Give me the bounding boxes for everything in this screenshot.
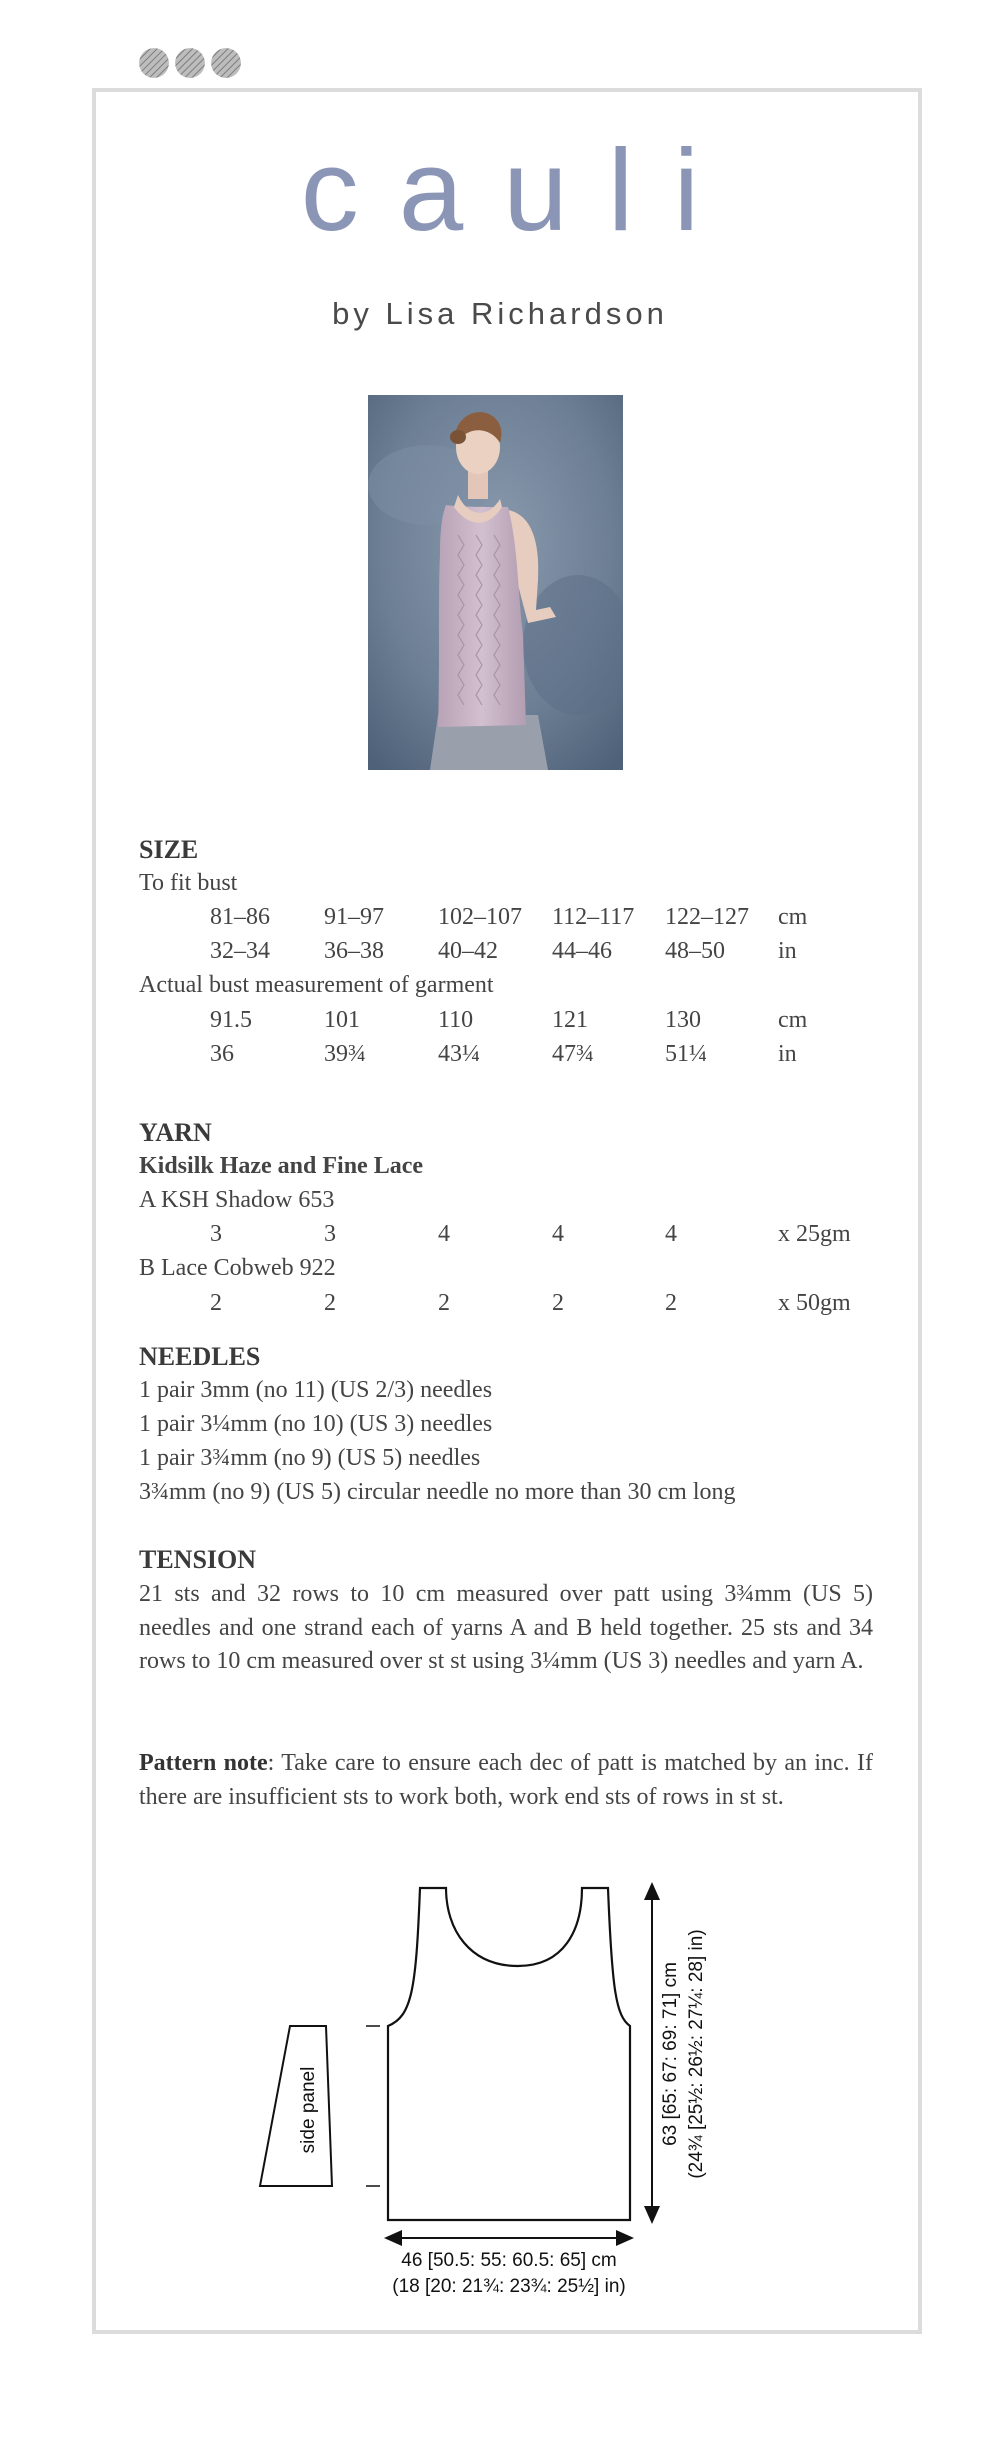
yarn-quantity: 3 bbox=[324, 1221, 336, 1247]
fit-bust-label: To fit bust bbox=[139, 870, 238, 896]
yarn-a-label: A KSH Shadow 653 bbox=[139, 1187, 335, 1213]
body-outline bbox=[388, 1888, 630, 2220]
yarn-quantity: 2 bbox=[438, 1290, 450, 1316]
yarn-quantity: 3 bbox=[210, 1221, 222, 1247]
yarn-quantity: 4 bbox=[665, 1221, 677, 1247]
size-value: 91.5 bbox=[210, 1007, 252, 1033]
yarn-weight-icons bbox=[138, 46, 242, 80]
size-value: 112–117 bbox=[552, 904, 635, 930]
yarn-quantity: 4 bbox=[552, 1221, 564, 1247]
size-value: 102–107 bbox=[438, 904, 522, 930]
yarn-quantity: 2 bbox=[324, 1290, 336, 1316]
size-value: 110 bbox=[438, 1007, 474, 1033]
size-value: 81–86 bbox=[210, 904, 270, 930]
width-cm-label: 46 [50.5: 55: 60.5: 65] cm bbox=[401, 2250, 617, 2271]
yarn-heading: YARN bbox=[139, 1118, 212, 1147]
size-value: 44–46 bbox=[552, 938, 612, 964]
yarn-subheading: Kidsilk Haze and Fine Lace bbox=[139, 1153, 424, 1179]
model-photo bbox=[368, 395, 623, 770]
yarn-quantity: 4 bbox=[438, 1221, 450, 1247]
length-cm-label: 63 [65: 67: 69: 71] cm bbox=[660, 1962, 681, 2146]
yarn-quantity: 2 bbox=[665, 1290, 677, 1316]
side-panel-outline bbox=[260, 2026, 332, 2186]
pattern-title: cauli bbox=[300, 125, 740, 255]
pattern-note bbox=[139, 1747, 873, 1814]
size-value: 47¾ bbox=[552, 1041, 594, 1067]
yarn-quantity: 2 bbox=[552, 1290, 564, 1316]
unit-label: cm bbox=[778, 1007, 808, 1033]
unit-label: cm bbox=[778, 904, 808, 930]
size-value: 122–127 bbox=[665, 904, 749, 930]
yarn-quantity: 2 bbox=[210, 1290, 222, 1316]
needle-item: 3¾mm (no 9) (US 5) circular needle no more than 30 cm long bbox=[139, 1479, 736, 1505]
unit-label: in bbox=[778, 1041, 797, 1067]
size-value: 51¼ bbox=[665, 1041, 707, 1067]
size-value: 36–38 bbox=[324, 938, 384, 964]
size-value: 101 bbox=[324, 1007, 360, 1033]
designer-byline: by Lisa Richardson bbox=[332, 296, 668, 331]
size-value: 36 bbox=[210, 1041, 234, 1067]
length-in-label: (24¾ [25½: 26½: 27¼: 28] in) bbox=[686, 1929, 707, 2179]
size-heading: SIZE bbox=[139, 835, 199, 864]
actual-bust-label: Actual bust measurement of garment bbox=[139, 972, 494, 998]
size-value: 130 bbox=[665, 1007, 701, 1033]
side-panel-label: side panel bbox=[298, 2066, 319, 2154]
needles-heading: NEEDLES bbox=[139, 1342, 261, 1371]
needle-item: 1 pair 3¾mm (no 9) (US 5) needles bbox=[139, 1445, 481, 1471]
yarn-b-label: B Lace Cobweb 922 bbox=[139, 1255, 336, 1281]
size-value: 121 bbox=[552, 1007, 588, 1033]
pattern-note-label: Pattern note bbox=[139, 1750, 268, 1776]
size-value: 39¾ bbox=[324, 1041, 366, 1067]
yarn-ball-icon bbox=[139, 48, 169, 78]
yarn-ball-icon bbox=[175, 48, 205, 78]
size-value: 40–42 bbox=[438, 938, 498, 964]
unit-label: x 25gm bbox=[778, 1221, 851, 1247]
size-value: 32–34 bbox=[210, 938, 270, 964]
tension-heading: TENSION bbox=[139, 1545, 257, 1574]
pattern-note-text: : Take care to ensure each dec of patt is matched by an inc. If there are insufficient sts to work both, work end sts of rows in st st. bbox=[139, 1750, 873, 1810]
width-in-label: (18 [20: 21¾: 23¾: 25½] in) bbox=[392, 2276, 626, 2297]
size-value: 43¼ bbox=[438, 1041, 480, 1067]
unit-label: x 50gm bbox=[778, 1290, 851, 1316]
size-value: 91–97 bbox=[324, 904, 384, 930]
tension-text: 21 sts and 32 rows to 10 cm measured over patt using 3¾mm (US 5) needles and one strand each of yarns A and B held together. 25 sts and 34 rows to 10 cm measured over st st using 3¼mm (US 3) needles and yarn A. bbox=[139, 1581, 873, 1674]
yarn-ball-icon bbox=[211, 48, 241, 78]
needle-item: 1 pair 3¼mm (no 10) (US 3) needles bbox=[139, 1411, 493, 1437]
garment-schematic bbox=[220, 1870, 780, 2310]
size-value: 48–50 bbox=[665, 938, 725, 964]
needle-item: 1 pair 3mm (no 11) (US 2/3) needles bbox=[139, 1377, 493, 1403]
unit-label: in bbox=[778, 938, 797, 964]
